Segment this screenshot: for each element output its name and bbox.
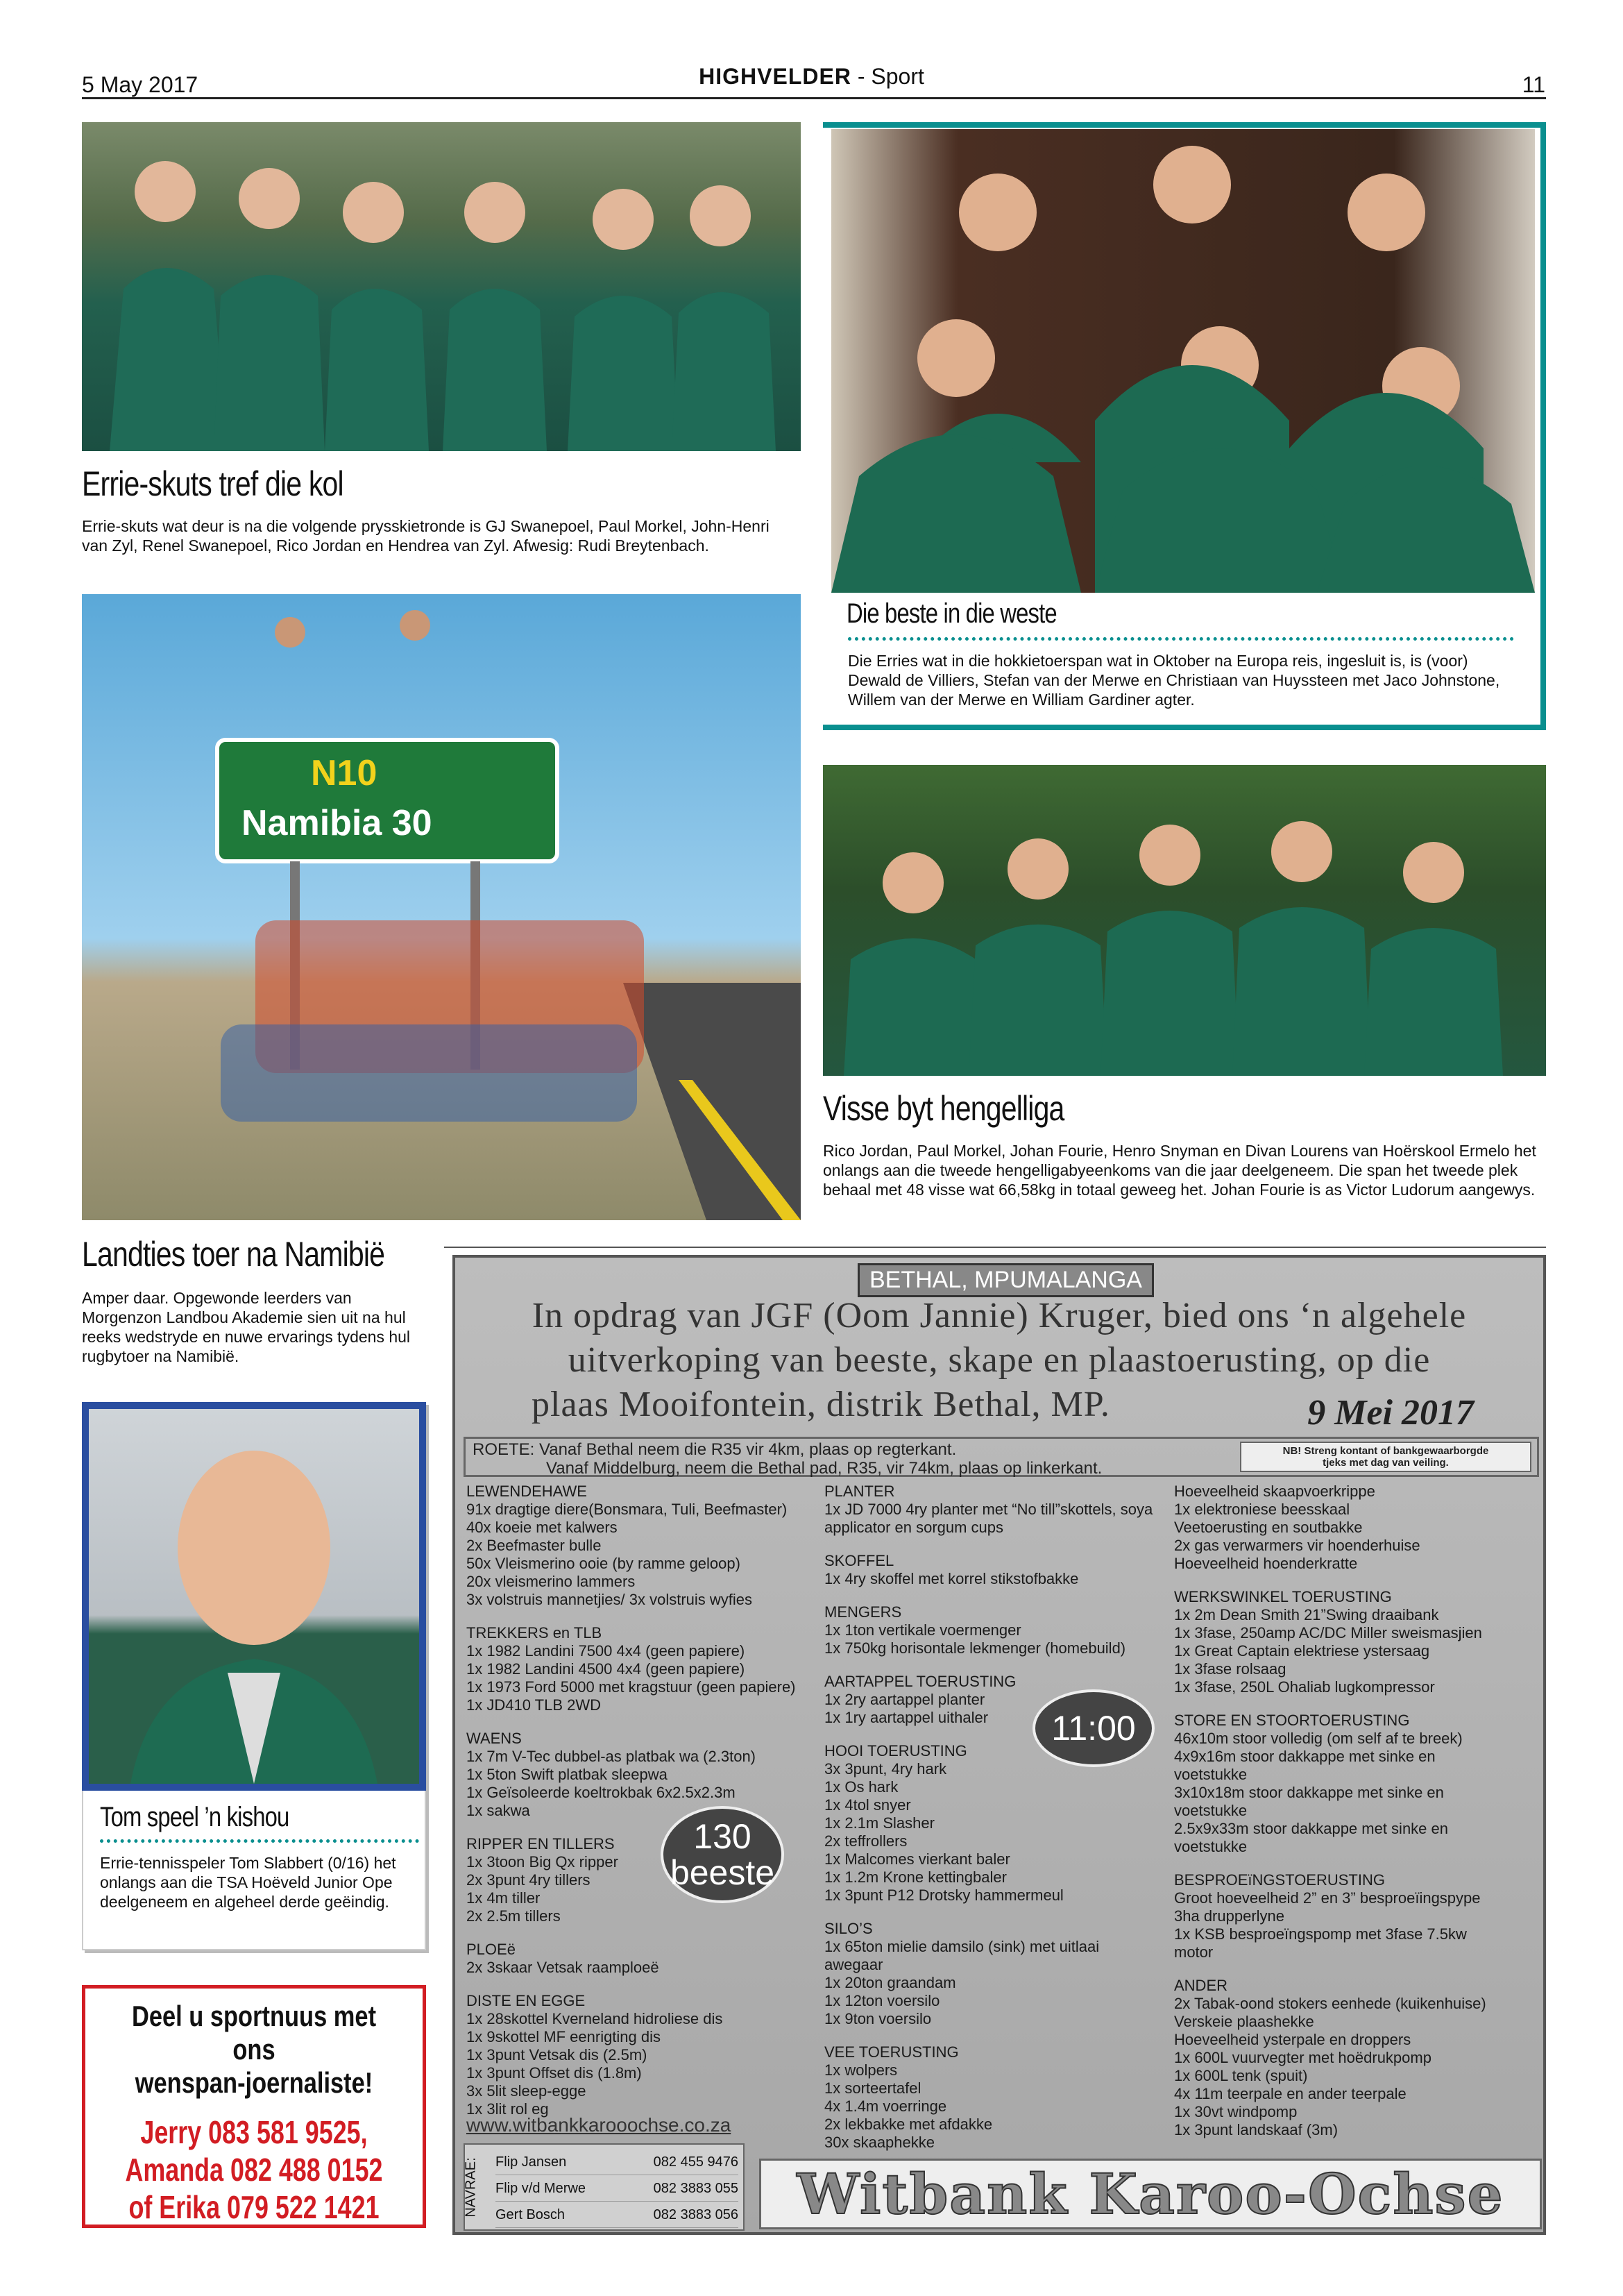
ad-route-line1: ROETE: Vanaf Bethal neem die R35 vir 4km, plaas op regterkant. — [473, 1440, 957, 1459]
ad-item: 1x wolpers — [824, 2061, 898, 2079]
cattle-count-badge — [661, 1806, 784, 1903]
contact-phone[interactable]: 082 455 9476 — [653, 2154, 738, 2170]
ad-section-heading: TREKKERS en TLB — [466, 1624, 602, 1641]
ad-item: voetstukke — [1174, 1838, 1248, 1855]
ad-item: 1x JD410 TLB 2WD — [466, 1696, 602, 1714]
ad-item: voetstukke — [1174, 1766, 1248, 1783]
ad-item: 1x 3toon Big Qx ripper — [466, 1853, 618, 1871]
ad-item: 1x 1973 Ford 5000 met kragstuur (geen papiere) — [466, 1678, 796, 1696]
ad-item: 1x elektroniese beesskaal — [1174, 1501, 1350, 1518]
ad-section — [466, 1730, 796, 1820]
ad-item: 1x 1982 Landini 4500 4x4 (geen papiere) — [466, 1660, 745, 1678]
ad-section — [824, 1552, 1153, 1588]
contact-row — [495, 2175, 738, 2202]
ad-top-rule — [444, 1247, 1546, 1248]
ad-sale-date: 9 Mei 2017 — [1307, 1393, 1474, 1433]
ad-item: Hoeveelheid ysterpale en droppers — [1174, 2031, 1411, 2048]
ad-item: 3x 3punt, 4ry hark — [824, 1760, 947, 1778]
ad-section — [1174, 1588, 1486, 1696]
ad-item: 2x Beefmaster bulle — [466, 1537, 602, 1554]
namibia-scene — [82, 594, 801, 1220]
ad-section — [466, 1483, 796, 1609]
ad-item: 1x 2.1m Slasher — [824, 1814, 935, 1832]
sports-news-promo — [82, 1985, 426, 2228]
ad-item: awegaar — [824, 1956, 883, 1973]
ad-section-heading: WERKSWINKEL TOERUSTING — [1174, 1588, 1392, 1605]
headline-hockey: Die beste in die weste — [847, 598, 1057, 629]
start-time-badge: 11:00 — [1033, 1689, 1155, 1767]
sign-destination: Namibia 30 — [241, 803, 432, 843]
ad-section-heading: PLANTER — [824, 1483, 895, 1500]
ad-section-heading: RIPPER EN TILLERS — [466, 1835, 615, 1852]
ad-item: 1x 3lit rol eg — [466, 2100, 549, 2118]
ad-section-heading: LEWENDEHAWE — [466, 1483, 587, 1500]
ad-item: 2.5x9x33m stoor dakkappe met sinke en — [1174, 1820, 1449, 1837]
ad-section-heading: SKOFFEL — [824, 1552, 894, 1569]
ad-item: 1x 65ton mielie damsilo (sink) met uitlaai — [824, 1938, 1100, 1955]
ad-payment-note-line2: tjeks met dag van veiling. — [1323, 1457, 1449, 1469]
section-name: - Sport — [851, 64, 924, 89]
ad-item: 3x 5lit sleep-egge — [466, 2082, 586, 2100]
ad-section — [1174, 1712, 1486, 1856]
ad-item: 1x 3punt Vetsak dis (2.5m) — [466, 2046, 647, 2063]
ad-item: 50x Vleismerino ooie (by ramme geloop) — [466, 1555, 740, 1572]
contact-phone[interactable]: 082 3883 055 — [653, 2181, 738, 2196]
ad-item: 1x Os hark — [824, 1778, 899, 1796]
ad-route — [464, 1437, 1539, 1477]
ad-item: 1x 1982 Landini 7500 4x4 (geen papiere) — [466, 1642, 745, 1660]
ad-item: 1x 3punt Offset dis (1.8m) — [466, 2064, 642, 2082]
contact-name: Gert Bosch — [495, 2207, 566, 2222]
ad-headline-line1: In opdrag van JGF (Oom Jannie) Kruger, bied ons ‘n algehele — [532, 1296, 1467, 1335]
angling-team-figures — [823, 765, 1546, 1076]
ad-item: 1x 600L vuurvegter met hoëdrukpomp — [1174, 2049, 1431, 2066]
masthead — [0, 64, 1623, 90]
caption-tennis: Errie-tennisspeler Tom Slabbert (0/16) het onlangs aan die TSA Hoëveld Junior Ope deelgeneem en algeheel derde geëindig. — [100, 1854, 396, 1911]
ad-item: 1x 1.2m Krone kettingbaler — [824, 1868, 1007, 1886]
ad-item: 1x 9ton voersilo — [824, 2010, 932, 2027]
ad-website[interactable]: www.witbankkarooochse.co.za — [466, 2114, 731, 2136]
ad-item: 1x 9skottel MF eenrigting dis — [466, 2028, 661, 2045]
auctioneer-logo: Witbank Karoo-Ochse — [759, 2159, 1542, 2229]
caption-namibia: Amper daar. Opgewonde leerders van Morgenzon Landbou Akademie sien uit na hul reeks wedstryde en nuwe ervarings tydens hul rugbytoer na Namibië. — [82, 1289, 411, 1365]
header-rule — [82, 97, 1546, 99]
ad-column-1 — [466, 1483, 796, 2118]
hockey-divider — [848, 637, 1514, 641]
ad-item: 1x 750kg horisontale lekmenger (homebuild) — [824, 1639, 1126, 1657]
ad-item: voetstukke — [1174, 1802, 1248, 1819]
ad-section-heading: STORE EN STOORTOERUSTING — [1174, 1712, 1410, 1729]
ad-section-heading: HOOI TOERUSTING — [824, 1742, 967, 1759]
ad-item: 4x 11m teerpale en ander teerpale — [1174, 2085, 1407, 2102]
caption-hockey: Die Erries wat in die hokkietoerspan wat in Oktober na Europa reis, ingesluit is, is (voor) Dewald de Villiers, Stefan van der Merwe en Christiaan van Huyssteen met Jaco Johnstone, Willem van der Merwe en William Gardiner agter. — [848, 652, 1500, 709]
auction-advertisement — [452, 1255, 1546, 2235]
angling-team-photo — [823, 765, 1546, 1076]
cattle-count: 130 — [693, 1817, 751, 1856]
contact-name: Flip Jansen — [495, 2154, 567, 2170]
ad-section — [466, 1941, 796, 1977]
ad-item: 30x skaaphekke — [824, 2134, 935, 2151]
ad-section — [824, 1483, 1153, 1537]
shooting-team-figures — [82, 122, 801, 451]
ad-item: 1x Malcomes vierkant baler — [824, 1850, 1010, 1868]
namibia-tour-photo — [82, 594, 801, 1220]
ad-item: Hoeveelheid skaapvoerkrippe — [1174, 1483, 1375, 1500]
ad-item: 1x sakwa — [466, 1802, 530, 1819]
ad-item: Hoeveelheid hoenderkratte — [1174, 1555, 1358, 1572]
cattle-word: beeste — [670, 1853, 775, 1892]
ad-item: 2x 3skaar Vetsak raamploeë — [466, 1959, 659, 1976]
contact-phone[interactable]: 082 3883 056 — [653, 2207, 738, 2222]
ad-item: Veetoerusting en soutbakke — [1174, 1519, 1363, 1536]
ad-section-heading: VEE TOERUSTING — [824, 2043, 959, 2061]
tennis-player-photo — [89, 1409, 419, 1784]
ad-item: 1x 28skottel Kverneland hidroliese dis — [466, 2010, 723, 2027]
contact-row — [495, 2202, 738, 2228]
caption-shooting: Errie-skuts wat deur is na die volgende prysskietronde is GJ Swanepoel, Paul Morkel, John-Henri van Zyl, Renel Swanepoel, Rico Jordan en Hendrea van Zyl. Afwesig: Rudi Breytenbach. — [82, 517, 770, 555]
ad-item: 2x gas verwarmers vir hoenderhuise — [1174, 1537, 1420, 1554]
ad-item: 1x 5ton Swift platbak sleepwa — [466, 1766, 668, 1783]
issue-date: 5 May 2017 — [82, 72, 198, 97]
contact-name: Flip v/d Merwe — [495, 2181, 586, 2196]
caption-angling: Rico Jordan, Paul Morkel, Johan Fourie, Henro Snyman en Divan Lourens van Hoërskool Ermelo het onlangs aan die tweede hengelligabyeenkoms van die jaar deelgeneem. Die span het tweede plek behaal met 48 visse wat 66,58kg in totaal geweeg het. Johan Fourie is as Victor Ludorum aangewys. — [823, 1142, 1536, 1199]
ad-item: 1x 1ry aartappel uithaler — [824, 1709, 989, 1726]
ad-item: 3x volstruis mannetjies/ 3x volstruis wyfies — [466, 1591, 753, 1608]
ad-item: 3ha drupperlyne — [1174, 1907, 1285, 1925]
ad-payment-note-line1: NB! Streng kontant of bankgewaarborgde — [1282, 1445, 1489, 1457]
ad-section — [824, 2043, 1153, 2152]
hockey-team-photo — [831, 129, 1535, 593]
ad-section-heading: ANDER — [1174, 1977, 1228, 1994]
sign-route: N10 — [311, 753, 377, 793]
ad-column-2 — [824, 1483, 1153, 2152]
ad-item: 3x10x18m stoor dakkappe met sinke en — [1174, 1784, 1444, 1801]
paper-name: HIGHVELDER — [699, 64, 851, 89]
headline-tennis: Tom speel ’n kishou — [100, 1802, 289, 1832]
ad-item: 2x 2.5m tillers — [466, 1907, 561, 1925]
ad-section — [1174, 1483, 1486, 1573]
ad-item: 2x lekbakke met afdakke — [824, 2116, 993, 2133]
tennis-divider — [100, 1839, 419, 1843]
ad-headline-line3: plaas Mooifontein, distrik Bethal, MP. — [532, 1385, 1110, 1424]
ad-item: 1x JD 7000 4ry planter met “No till”skottels, soya — [824, 1501, 1153, 1518]
ad-item: 1x 4m tiller — [466, 1889, 541, 1907]
ad-item: 40x koeie met kalwers — [466, 1519, 618, 1536]
ad-item: 1x 12ton voersilo — [824, 1992, 940, 2009]
ad-section-heading: DISTE EN EGGE — [466, 1992, 586, 2009]
ad-section-heading: WAENS — [466, 1730, 522, 1747]
ad-payment-note — [1240, 1442, 1531, 1472]
ad-item: 2x Tabak-oond stokers eenhede (kuikenhuise) — [1174, 1995, 1486, 2012]
headline-namibia: Landties toer na Namibië — [82, 1235, 385, 1274]
ad-headline-line2: uitverkoping van beeste, skape en plaastoerusting, op die — [568, 1340, 1431, 1380]
headline-shooting: Errie-skuts tref die kol — [82, 464, 343, 503]
ad-item: 2x 3punt 4ry tillers — [466, 1871, 590, 1889]
ad-item: motor — [1174, 1943, 1214, 1961]
ad-item: 1x 3punt landskaaf (3m) — [1174, 2121, 1339, 2138]
ad-item: 20x vleismerino lammers — [466, 1573, 636, 1590]
promo-phone-amanda: Amanda 082 488 0152 — [125, 2152, 383, 2188]
navrae-label: NAVRAE: — [463, 2157, 479, 2218]
ad-section — [466, 1624, 796, 1714]
ad-item: 1x 600L tenk (spuit) — [1174, 2067, 1308, 2084]
ad-section — [466, 1992, 796, 2118]
ad-item: 1x 3punt P12 Drotsky hammermeul — [824, 1886, 1064, 1904]
contact-list — [495, 2149, 738, 2228]
ad-item: 1x 3fase, 250amp AC/DC Miller sweismasjien — [1174, 1624, 1482, 1641]
hockey-team-figures — [831, 129, 1535, 593]
ad-item: 1x KSB besproeïngspomp met 3fase 7.5kw — [1174, 1925, 1467, 1943]
ad-section — [824, 1920, 1153, 2028]
page-number: 11 — [1522, 72, 1545, 97]
ad-item: Verskeie plaashekke — [1174, 2013, 1314, 2030]
ad-section — [1174, 1977, 1486, 2139]
ad-item: 1x sorteertafel — [824, 2079, 921, 2097]
ad-item: 1x 7m V-Tec dubbel-as platbak wa (2.3ton) — [466, 1748, 756, 1765]
ad-section-heading: PLOEë — [466, 1941, 516, 1958]
contact-row — [495, 2149, 738, 2175]
ad-item: 1x Geïsoleerde koeltrokbak 6x2.5x2.3m — [466, 1784, 736, 1801]
promo-phone-jerry: Jerry 083 581 9525, — [140, 2114, 368, 2150]
ad-item: 1x 4tol snyer — [824, 1796, 911, 1814]
ad-section-heading: MENGERS — [824, 1603, 902, 1621]
ad-section — [1174, 1871, 1486, 1961]
ad-item: 1x 1ton vertikale voermenger — [824, 1621, 1021, 1639]
shooting-team-photo — [82, 122, 801, 451]
ad-item: 4x9x16m stoor dakkappe met sinke en — [1174, 1748, 1436, 1765]
ad-route-line2: Vanaf Middelburg, neem die Bethal pad, R35, vir 74km, plaas op linkerkant. — [546, 1459, 1103, 1478]
ad-section-heading: BESPROEïNGSTOERUSTING — [1174, 1871, 1385, 1889]
ad-section — [824, 1603, 1153, 1657]
ad-section-heading: AARTAPPEL TOERUSTING — [824, 1673, 1017, 1690]
ad-item: 1x Great Captain elektriese ystersaag — [1174, 1642, 1430, 1660]
promo-phone-erika: of Erika 079 522 1421 — [128, 2189, 380, 2225]
ad-item: 1x 3fase rolsaag — [1174, 1660, 1286, 1678]
ad-item: 1x 4ry skoffel met korrel stikstofbakke — [824, 1570, 1079, 1587]
ad-section-heading: SILO’S — [824, 1920, 873, 1937]
ad-item: 1x 2m Dean Smith 21”Swing draaibank — [1174, 1606, 1439, 1623]
ad-item: 1x 2ry aartappel planter — [824, 1691, 985, 1708]
ad-item: 1x 20ton graandam — [824, 1974, 956, 1991]
headline-angling: Visse byt hengelliga — [823, 1089, 1064, 1128]
ad-item: 4x 1.4m voerringe — [824, 2097, 947, 2115]
ad-location: BETHAL, MPUMALANGA — [858, 1263, 1154, 1297]
ad-item: 2x teffrollers — [824, 1832, 908, 1850]
promo-line2: wenspan-joernaliste! — [135, 2066, 373, 2099]
ad-item: applicator en sorgum cups — [824, 1519, 1004, 1536]
ad-item: 91x dragtige diere(Bonsmara, Tuli, Beefmaster) — [466, 1501, 788, 1518]
ad-item: 1x 30vt windpomp — [1174, 2103, 1298, 2120]
tennis-player-figure — [89, 1409, 419, 1784]
ad-item: 1x 3fase, 250L Ohaliab lugkompressor — [1174, 1678, 1435, 1696]
promo-line1: Deel u sportnuus met ons — [131, 2000, 377, 2066]
ad-item: 46x10m stoor volledig (om self af te breek) — [1174, 1730, 1463, 1747]
ad-column-3 — [1174, 1483, 1486, 2139]
ad-contacts — [464, 2143, 745, 2231]
ad-item: Groot hoeveelheid 2” en 3” besproeïingspype — [1174, 1889, 1481, 1907]
